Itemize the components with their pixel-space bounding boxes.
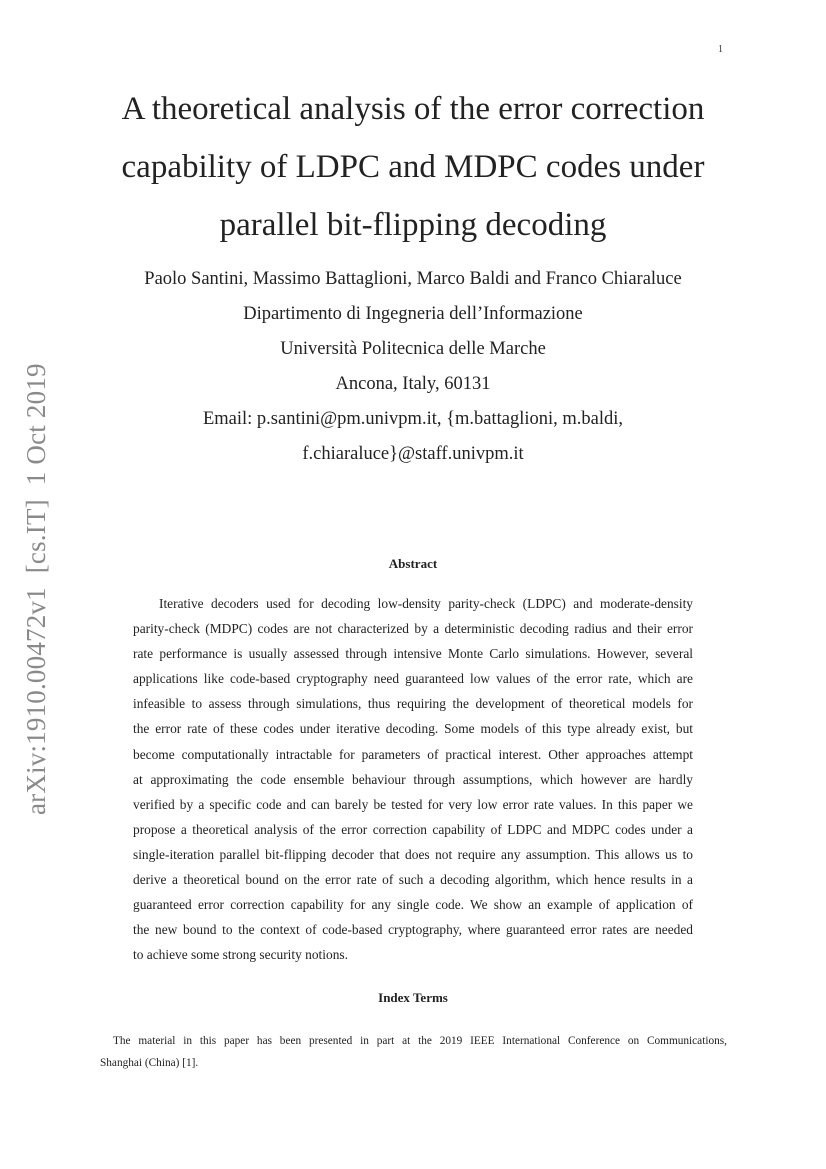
author-block	[80, 262, 746, 472]
author-names: Paolo Santini, Massimo Battaglioni, Marco Baldi and Franco Chiaraluce	[144, 269, 682, 289]
abstract-line: to achieve some strong security notions.	[133, 947, 348, 963]
footnote-line: The material in this paper has been presented in part at the 2019 IEEE International Conference on Communications,	[113, 1035, 727, 1047]
title-line: capability of LDPC and MDPC codes under	[121, 149, 705, 185]
abstract-line: propose a theoretical analysis of the error correction capability of LDPC and MDPC codes under a	[133, 821, 693, 837]
affiliation-department: Dipartimento di Ingegneria dell’Informazione	[243, 304, 583, 324]
abstract-line: become computationally intractable for parameters of practical interest. Other approaches attempt	[133, 746, 693, 762]
page-number: 1	[718, 44, 723, 55]
paper-title	[80, 80, 746, 254]
index-terms-heading: Index Terms	[378, 990, 448, 1005]
abstract-body	[133, 591, 693, 967]
title-line: parallel bit-flipping decoding	[219, 207, 607, 243]
abstract-line: at approximating the code ensemble behaviour through assumptions, which however are hardly	[133, 771, 693, 787]
abstract-line: rate performance is usually assessed through intensive Monte Carlo simulations. However, several	[133, 646, 693, 662]
abstract-line: verified by a specific code and can barely be tested for very low error rate values. In this paper we	[133, 796, 693, 812]
abstract-line: single-iteration parallel bit-flipping decoder that does not require any assumption. This allows us to	[133, 846, 693, 862]
affiliation-location: Ancona, Italy, 60131	[335, 374, 491, 394]
abstract-line: guaranteed error correction capability for any single code. We show an example of application of	[133, 897, 693, 913]
abstract-line: infeasible to assess through simulations, thus requiring the development of theoretical models for	[133, 696, 693, 712]
abstract-heading: Abstract	[388, 556, 438, 571]
abstract-line: the error rate of these codes under iterative decoding. Some models of this type already exist, but	[133, 721, 693, 737]
author-emails: Email: p.santini@pm.univpm.it, {m.battaglioni, m.baldi,	[202, 409, 624, 429]
abstract-line: Iterative decoders used for decoding low-density parity-check (LDPC) and moderate-density	[159, 596, 693, 611]
footnote	[100, 1030, 727, 1074]
abstract-line: applications like code-based cryptography need guaranteed low values of the error rate, which are	[133, 671, 693, 687]
affiliation-university: Università Politecnica delle Marche	[280, 339, 546, 359]
footnote-line: Shanghai (China) [1].	[100, 1057, 199, 1069]
abstract-line: the new bound to the context of code-based cryptography, where guaranteed error rates are needed	[133, 922, 693, 938]
author-emails-continued: f.chiaraluce}@staff.univpm.it	[302, 444, 524, 464]
title-line: A theoretical analysis of the error correction	[121, 91, 705, 127]
abstract-line: derive a theoretical bound on the error rate of such a decoding algorithm, which hence results in a	[133, 872, 693, 888]
arxiv-identifier-stamp: arXiv:1910.00472v1 [cs.IT] 1 Oct 2019	[21, 363, 51, 815]
abstract-line: parity-check (MDPC) codes are not characterized by a deterministic decoding radius and their error	[133, 621, 693, 637]
